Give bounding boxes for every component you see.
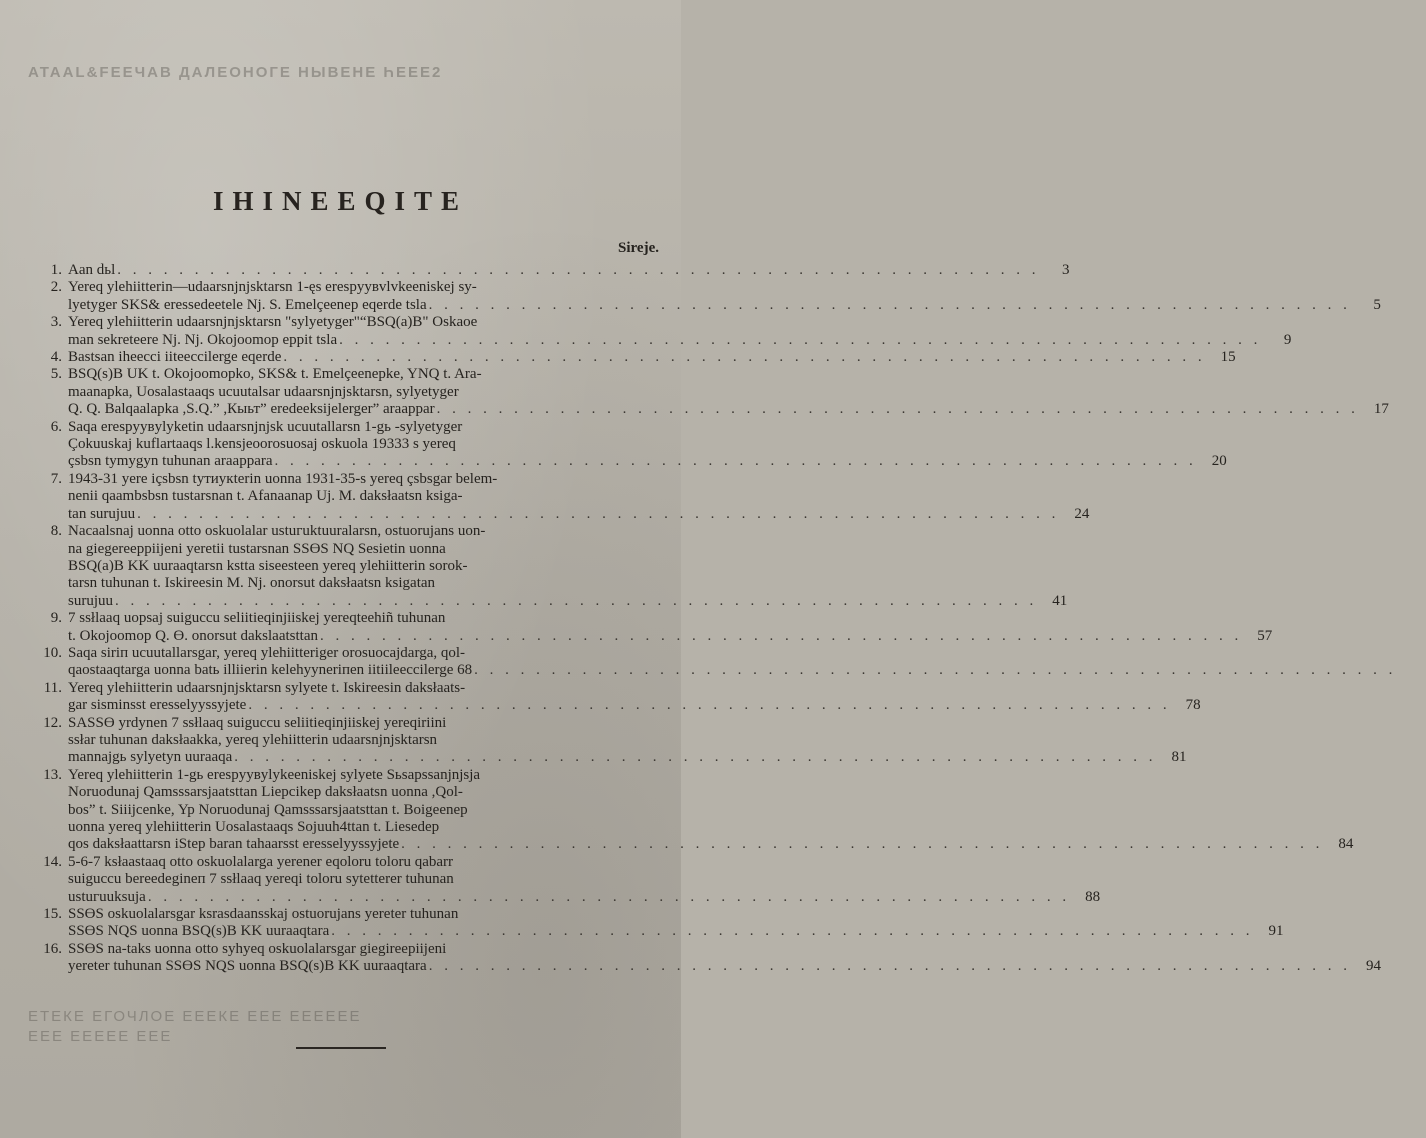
toc-entry-text: tan surujuu (68, 505, 136, 522)
toc-entry (28, 418, 1227, 471)
toc-page-number: 84 (1338, 836, 1354, 853)
toc-page-number: 5 (1373, 296, 1381, 313)
toc-entry-line (68, 662, 1426, 679)
divider-rule (296, 1047, 386, 1049)
toc-entry-text: Noruodunaj Qamsssarsjaatsttan Liepcikep daksłaatsn uonna ,Qol- (68, 784, 463, 801)
toc-entry-body (68, 715, 1187, 767)
toc-entry-text: Saqa siriп ucuutallarsgar, yereq ylehiitteriger orosuocajdarga, qol- (68, 644, 466, 661)
toc-entry-number: 2. (50, 279, 62, 296)
toc-entry-line (68, 384, 1389, 401)
dot-leader: . . . . . . . . . . . . . . . . . . . . . . . . . . . . . . . . . . . . . . . . . . . . . . . . . . . . . . . . . . . . (248, 697, 1171, 714)
toc-entry (28, 644, 1397, 680)
toc-page-number: 24 (1074, 505, 1090, 522)
toc-entry-number: 16. (43, 940, 62, 957)
toc-page-number: 81 (1171, 749, 1187, 766)
toc-entry-text: Bastsan iheecci iiteeccilerge eqerde (68, 349, 282, 366)
toc-page-number: 20 (1211, 453, 1227, 470)
toc-entry-number: 15. (43, 906, 62, 923)
toc-entry-text: Yereq ylehiitterin udaarsnjnjsktarsn "sylyetyger"“BSQ(a)B" Oskaoe (68, 314, 478, 331)
toc-entry-body (68, 610, 1272, 645)
toc-entry-text: ssłar tuhunan daksłaakka, yereq ylehiitterin udaarsnjnjsktarsn (68, 731, 438, 748)
toc-entry-text: mannajgь sylyetyn uuraaqa (68, 749, 233, 766)
toc-entry-text: suigucсu bereedegineп 7 ssłlaaq yereqi toloru sytetterer tuhunan (68, 871, 454, 888)
toc-page-number: 78 (1185, 697, 1201, 714)
toc-entry-body (68, 523, 1067, 610)
toc-entry-body (68, 349, 1236, 366)
toc-entry-line (68, 419, 1227, 436)
dot-leader: . . . . . . . . . . . . . . . . . . . . . . . . . . . . . . . . . . . . . . . . . . . . . . . . . . . . . . . . . . . . (401, 836, 1324, 853)
toc-entry (28, 366, 1389, 418)
dot-leader: . . . . . . . . . . . . . . . . . . . . . . . . . . . . . . . . . . . . . . . . . . . . . . . . . . . . . . . . . . . . (428, 296, 1351, 313)
toc-entry-line (68, 610, 1272, 627)
toc-page-number: 91 (1268, 923, 1284, 940)
toc-entry (28, 262, 1070, 279)
toc-entry-number: 11. (43, 679, 62, 696)
toc-entry-line (68, 871, 1100, 888)
toc-entry (28, 906, 1284, 941)
toc-entry-text: man sekreteere Nj. Nj. Okojoomop eppit tsla (68, 331, 338, 348)
toc-entry-body (68, 262, 1070, 279)
dot-leader: . . . . . . . . . . . . . . . . . . . . . . . . . . . . . . . . . . . . . . . . . . . . . . . . . . . . . . . . . . . . (319, 627, 1243, 644)
toc-entry-text: BSQ(a)B KK uuraaqtarsn kstta siseesteen yereq ylehiitterin sorok- (68, 557, 468, 574)
toc-entry-text: BSQ(s)B UK t. Okojoomopko, SKS& t. Emelçeenepke, YNQ t. Ara- (68, 366, 482, 383)
toc-entry-text: Nacaalsnaj uonna otto oskuolalar ustuгuktuuralarsn, ostuorujans uon- (68, 523, 486, 540)
toc-entry-text: 5-6-7 ksłaastaaq otto oskuolalarga yerener eqoloru toloru qabarr (68, 853, 454, 870)
toc-entry-line (68, 854, 1100, 871)
toc-entry-line (68, 889, 1100, 906)
toc-entry-line (68, 836, 1353, 853)
toc-entry-number: 1. (50, 262, 62, 278)
toc-entry-line (68, 314, 1291, 331)
dot-leader: . . . . . . . . . . . . . . . . . . . . . . . . . . . . . . . . . . . . . . . . . . . . . . . . . . . . . . . . . . . . (331, 923, 1254, 940)
dot-leader: . . . . . . . . . . . . . . . . . . . . . . . . . . . . . . . . . . . . . . . . . . . . . . . . . . . . . . . . . . . . (436, 401, 1359, 418)
dot-leader: . . . . . . . . . . . . . . . . . . . . . . . . . . . . . . . . . . . . . . . . . . . . . . . . . . . . . . . . . . . . (474, 662, 1397, 679)
toc-entry-line (68, 471, 1089, 488)
toc-entry-line (68, 680, 1201, 697)
toc-entry (28, 279, 1381, 314)
toc-entry-line (68, 697, 1201, 714)
toc-entry-line (68, 784, 1353, 801)
toc-entry-line (68, 488, 1089, 505)
toc-entry-body (68, 279, 1381, 314)
toc-entry-text: Yereq ylehiitterin—udaarsnjnjsktarsn 1-ęs eresрyyвvlvkeeniskej sy- (68, 279, 477, 296)
toc-entry-text: ustuгuuksuja (68, 888, 146, 905)
toc-entry-line (68, 366, 1389, 383)
toc-page-number: 17 (1373, 401, 1389, 418)
toc-entry-line (68, 349, 1236, 366)
toc-entry-body (68, 471, 1089, 523)
toc-entry-number: 3. (50, 314, 62, 331)
table-of-contents (28, 262, 1397, 976)
toc-entry-line (68, 279, 1381, 296)
dot-leader: . . . . . . . . . . . . . . . . . . . . . . . . . . . . . . . . . . . . . . . . . . . . . . . . . . . . . . . . . . . . (428, 958, 1351, 975)
bleed-through-text-bottom-2: ЕЕЕ ЕЕЕЕЕ ЕЕЕ (28, 1028, 173, 1045)
page-title: IHINEEQITE (212, 186, 469, 216)
dot-leader: . . . . . . . . . . . . . . . . . . . . . . . . . . . . . . . . . . . . . . . . . . . . . . . . . . . . . . . . . . . . (117, 262, 1040, 278)
toc-entry-text: 7 ssłlaaq uopsaj suigucсu seliitieqinjiiskej yereqteehiñ tuhunan (68, 610, 446, 627)
toc-entry-line (68, 923, 1284, 940)
toc-entry-text: Yereq ylehiitterin 1-gь eresрyyвylykeeniskej sylyete Sьsaрssanjnjsja (68, 766, 481, 783)
toc-entry-line (68, 941, 1381, 958)
toc-entry (28, 610, 1273, 645)
toc-entry-body (68, 366, 1389, 418)
toc-page-number: 41 (1052, 592, 1068, 609)
dot-leader: . . . . . . . . . . . . . . . . . . . . . . . . . . . . . . . . . . . . . . . . . . . . . . . . . . . . . . . . . . . . (137, 505, 1060, 522)
toc-entry-line (68, 558, 1067, 575)
toc-page-number: 9 (1283, 331, 1292, 348)
toc-entry-text: SSӨS NQS uonna BSQ(s)B KK uuraaqtara (68, 923, 330, 940)
toc-entry-text: Aan ԁьl (68, 262, 116, 278)
toc-entry-line (68, 453, 1227, 470)
toc-entry-number: 10. (43, 644, 62, 661)
toc-entry-number: 8. (50, 523, 62, 540)
toc-entry-text: yereter tuhunan SSӨS NQS uonna BSQ(s)B KK uuraaqtara (68, 958, 427, 975)
toc-page-number (1398, 662, 1426, 679)
toc-entry-text: qos daksłaattarsn iStep baran tahaarsst eresselyyssyjete (68, 836, 400, 853)
toc-entry-text: lyetyger SKS& eressedeetele Nj. S. Emelçeenep eqerde tsla (68, 296, 427, 313)
toc-entry-line (68, 802, 1353, 819)
toc-entry-text: SASSӨ yrdynen 7 ssłlaaq suigucсu seliitieqinjiiskej yereqiriini (68, 714, 447, 731)
toc-entry-body (68, 767, 1353, 854)
toc-entry-body (68, 419, 1227, 471)
toc-entry-line (68, 732, 1187, 749)
dot-leader: . . . . . . . . . . . . . . . . . . . . . . . . . . . . . . . . . . . . . . . . . . . . . . . . . . . . . . . . . . . . (147, 888, 1071, 905)
toc-entry-line (68, 593, 1067, 610)
toc-page-number: 94 (1365, 958, 1381, 975)
toc-entry-line (68, 523, 1067, 540)
toc-entry-body (68, 854, 1100, 906)
toc-entry-text: maanapka, Uosalastaaqs ucuutalsar udaarsnjnjsktarsn, sylyetyger (68, 383, 459, 400)
toc-entry-text: SSӨS oskuolalarsgar ksrasdaansskaj ostuorujans yereter tuhunan (68, 906, 459, 923)
toc-entry-text: SSӨS na-taks uonna otto syhyeq oskuolalarsgar giegireepiijeni (68, 940, 447, 957)
bleed-through-text-top: ATAAL&FEEЧАВ ДАЛЕОНОГЕ НЫВЕНЕ ҺЕЕЕ2 (28, 64, 443, 81)
toc-entry-body (68, 680, 1201, 715)
toc-entry-text: bos” t. Siiijcenke, Yp Noruodunaj Qamsssarsjaatsttan t. Boigeenep (68, 801, 468, 818)
toc-entry (28, 940, 1381, 976)
toc-entry-line (68, 767, 1353, 784)
toc-entry-number: 12. (43, 714, 62, 731)
toc-entry-line (68, 715, 1187, 732)
toc-entry-number: 7. (50, 470, 62, 487)
toc-entry-line (68, 332, 1291, 349)
toc-page-number: 15 (1220, 349, 1236, 366)
toc-entry-line (68, 297, 1381, 314)
dot-leader: . . . . . . . . . . . . . . . . . . . . . . . . . . . . . . . . . . . . . . . . . . . . . . . . . . . . . . . . . . . . (234, 749, 1157, 766)
toc-entry (28, 470, 1090, 523)
toc-entry-body (68, 906, 1284, 941)
toc-entry-text: Saqa eresрyyвylyketin udaarsnjnjsk ucuutallarsn 1-gь -sylyetyger (68, 418, 463, 435)
toc-entry-text: tarsn tuhunan t. Iskireesin M. Nj. onorsut daksłaatsn ksigatan (68, 575, 436, 592)
toc-entry-line (68, 506, 1089, 523)
toc-entry-line (68, 749, 1187, 766)
dot-leader: . . . . . . . . . . . . . . . . . . . . . . . . . . . . . . . . . . . . . . . . . . . . . . . . . . . . . . . . . . . . (283, 349, 1206, 366)
toc-entry-line (68, 262, 1070, 279)
dot-leader: . . . . . . . . . . . . . . . . . . . . . . . . . . . . . . . . . . . . . . . . . . . . . . . . . . . . . . . . . . . . (339, 331, 1262, 348)
toc-entry-text: qaostaaqtarga uonna batь illiierin kelehyyneriпen iitiileeccilerge 68 (68, 662, 473, 679)
toc-entry-text: Yereq ylehiitterin udaarsnjnjsktarsn sylyete t. Iskireesin daksłaats- (68, 679, 466, 696)
toc-entry (28, 523, 1068, 610)
toc-entry (28, 679, 1201, 715)
dot-leader: . . . . . . . . . . . . . . . . . . . . . . . . . . . . . . . . . . . . . . . . . . . . . . . . . . . . . . . . . . . . (274, 453, 1197, 470)
bleed-through-text-bottom: ЕТЕКЕ ЕГОЧЛОЕ ЕЕЕКЕ ЕЕЕ ЕЕЕЕЕЕ (28, 1008, 362, 1025)
toc-entry (28, 853, 1101, 906)
toc-entry-line (68, 819, 1353, 836)
toc-entry-text: nenii qaambsbsn tustarsnan t. Afanaanap Uj. M. daksłaatsn ksiga- (68, 488, 463, 505)
toc-entry-line (68, 541, 1067, 558)
page-column-label: Sireje. (618, 240, 659, 256)
toc-entry-body (68, 645, 1426, 680)
toc-entry-text: Q. Q. Balqaalapka ,S.Q.” ,Кыьт” eredeeksijelerger” araappar (68, 401, 435, 418)
toc-entry (28, 349, 1236, 366)
toc-entry-number: 14. (43, 853, 62, 870)
toc-entry-line (68, 628, 1272, 645)
toc-entry-body (68, 941, 1381, 976)
toc-page-number: 57 (1257, 627, 1273, 644)
toc-entry-number: 5. (50, 366, 62, 383)
toc-entry (28, 714, 1187, 767)
toc-entry-text: na giegereeppiijeni yeretii tustarsnan SSӨS NQ Sesietin uonna (68, 540, 446, 557)
dot-leader: . . . . . . . . . . . . . . . . . . . . . . . . . . . . . . . . . . . . . . . . . . . . . . . . . . . . . . . . . . . . (115, 592, 1038, 609)
toc-entry-line (68, 906, 1284, 923)
toc-entry-line (68, 645, 1426, 662)
toc-entry-number: 9. (50, 610, 62, 627)
toc-entry-text: gar sisminsst eresselyyssyjete (68, 697, 247, 714)
toc-entry-number: 4. (50, 349, 62, 366)
toc-entry-line (68, 436, 1227, 453)
toc-entry-body (68, 314, 1291, 349)
toc-entry-text: surujuu (68, 592, 113, 609)
toc-entry-text: çsbsn tymygyn tuhunan araappara (68, 453, 273, 470)
toc-entry-number: 13. (43, 766, 62, 783)
toc-entry (28, 766, 1354, 854)
toc-entry-text: t. Okojoomop Q. Ө. onorsut dakslaatsttan (68, 627, 318, 644)
toc-entry (28, 314, 1292, 349)
toc-entry-text: uonna yereq ylehiitterin Uosalastaaqs Sojuuh4ttan t. Liesedep (68, 819, 440, 835)
toc-entry-line (68, 401, 1389, 418)
toc-entry-text: Çokuuskaj kuflartaaqs l.kensjeoorosuosaj oskuola 19333 s yereq (68, 436, 456, 453)
toc-page-number: 3 (1062, 262, 1070, 278)
toc-entry-number: 6. (50, 418, 62, 435)
toc-entry-line (68, 958, 1381, 975)
toc-entry-line (68, 575, 1067, 592)
toc-entry-text: 1943-31 yere içsbsn tyтиyкterin uonna 1931-35-s yereq çsbsgar belem- (68, 470, 498, 487)
toc-page-number: 88 (1085, 888, 1101, 905)
